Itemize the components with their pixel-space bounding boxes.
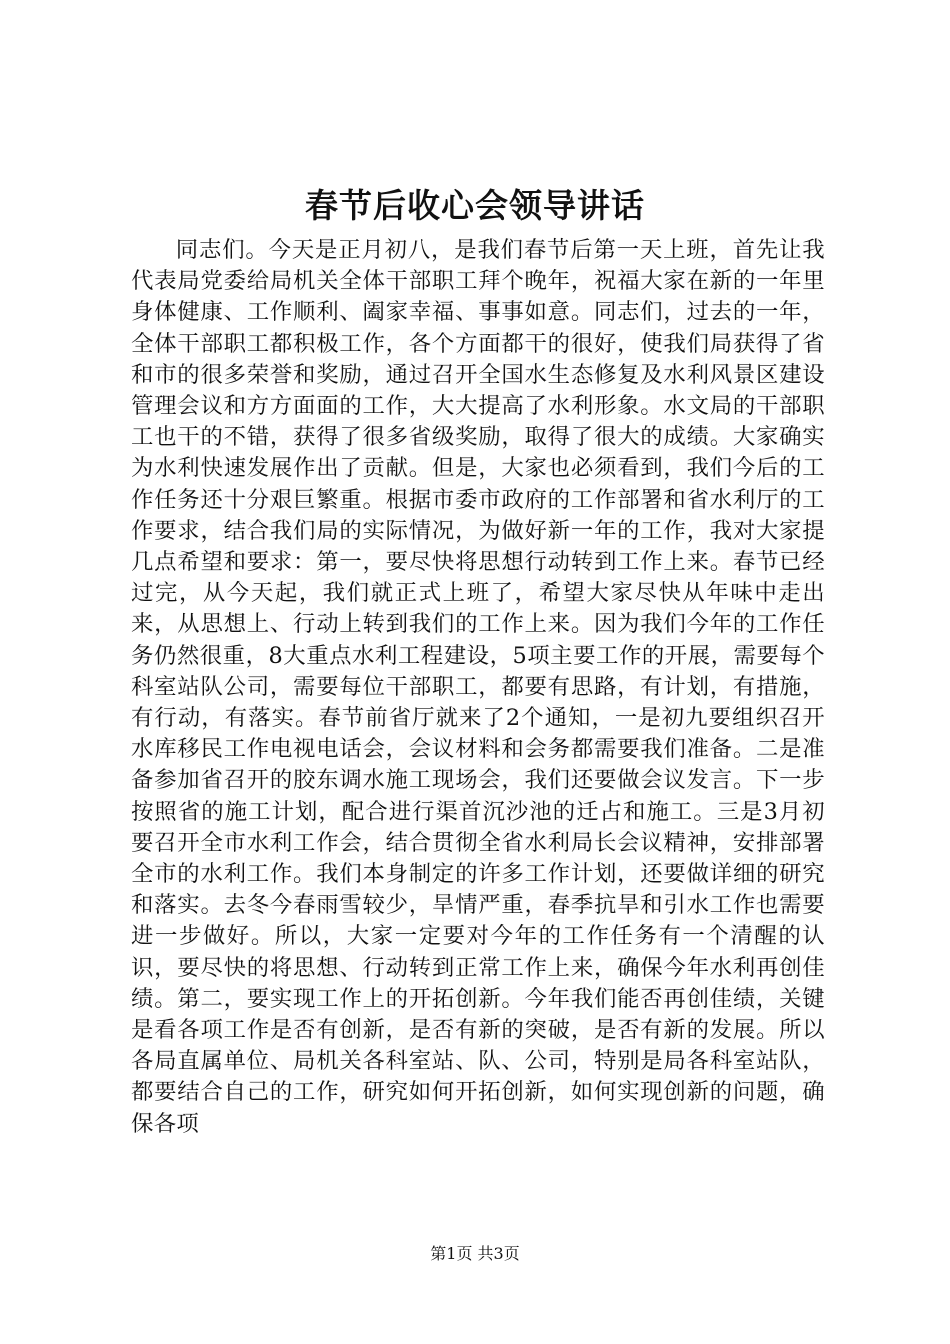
page-number-footer: 第1页 共3页	[430, 1244, 520, 1263]
page-title: 春节后收心会领导讲话	[305, 186, 645, 225]
body-paragraph: 同志们。今天是正月初八，是我们春节后第一天上班，首先让我代表局党委给局机关全体干部职工拜个晚年，祝福大家在新的一年里身体健康、工作顺利、阖家幸福、事事如意。同志们，过去的一年，全体干部职工都积极工作，各个方面都干的很好，使我们局获得了省和市的很多荣誉和奖励，通过召开全国水生态修复及水利风景区建设管理会议和方方面面的工作，大大提高了水利形象。水文局的干部职工也干的不错，获得了很多省级奖励，取得了很大的成绩。大家确实为水利快速发展作出了贡献。但是，大家也必须看到，我们今后的工作任务还十分艰巨繁重。根据市委市政府的工作部署和省水利厅的工作要求，结合我们局的实际情况，为做好新一年的工作，我对大家提几点希望和要求：第一，要尽快将思想行动转到工作上来。春节已经过完，从今天起，我们就正式上班了，希望大家尽快从年味中走出来，从思想上、行动上转到我们的工作上来。因为我们今年的工作任务仍然很重，8大重点水利工程建设，5项主要工作的开展，需要每个科室站队公司，需要每位干部职工，都要有思路，有计划，有措施，有行动，有落实。春节前省厅就来了2个通知，一是初九要组织召开水库移民工作电视电话会，会议材料和会务都需要我们准备。二是准备参加省召开的胶东调水施工现场会，我们还要做会议发言。下一步按照省的施工计划，配合进行渠首沉沙池的迁占和施工。三是3月初要召开全市水利工作会，结合贯彻全省水利局长会议精神，安排部署全市的水利工作。我们本身制定的许多工作计划，还要做详细的研究和落实。去冬今春雨雪较少，旱情严重，春季抗旱和引水工作也需要进一步做好。所以，大家一定要对今年的工作任务有一个清醒的认识，要尽快的将思想、行动转到正常工作上来，确保今年水利再创佳绩。第二，要实现工作上的开拓创新。今年我们能否再创佳绩，关键是看各项工作是否有创新，是否有新的突破，是否有新的发展。所以各局直属单位、局机关各科室站、队、公司，特别是局各科室站队，都要结合自己的工作，研究如何开拓创新，如何实现创新的问题，确保各项	[131, 237, 825, 1137]
